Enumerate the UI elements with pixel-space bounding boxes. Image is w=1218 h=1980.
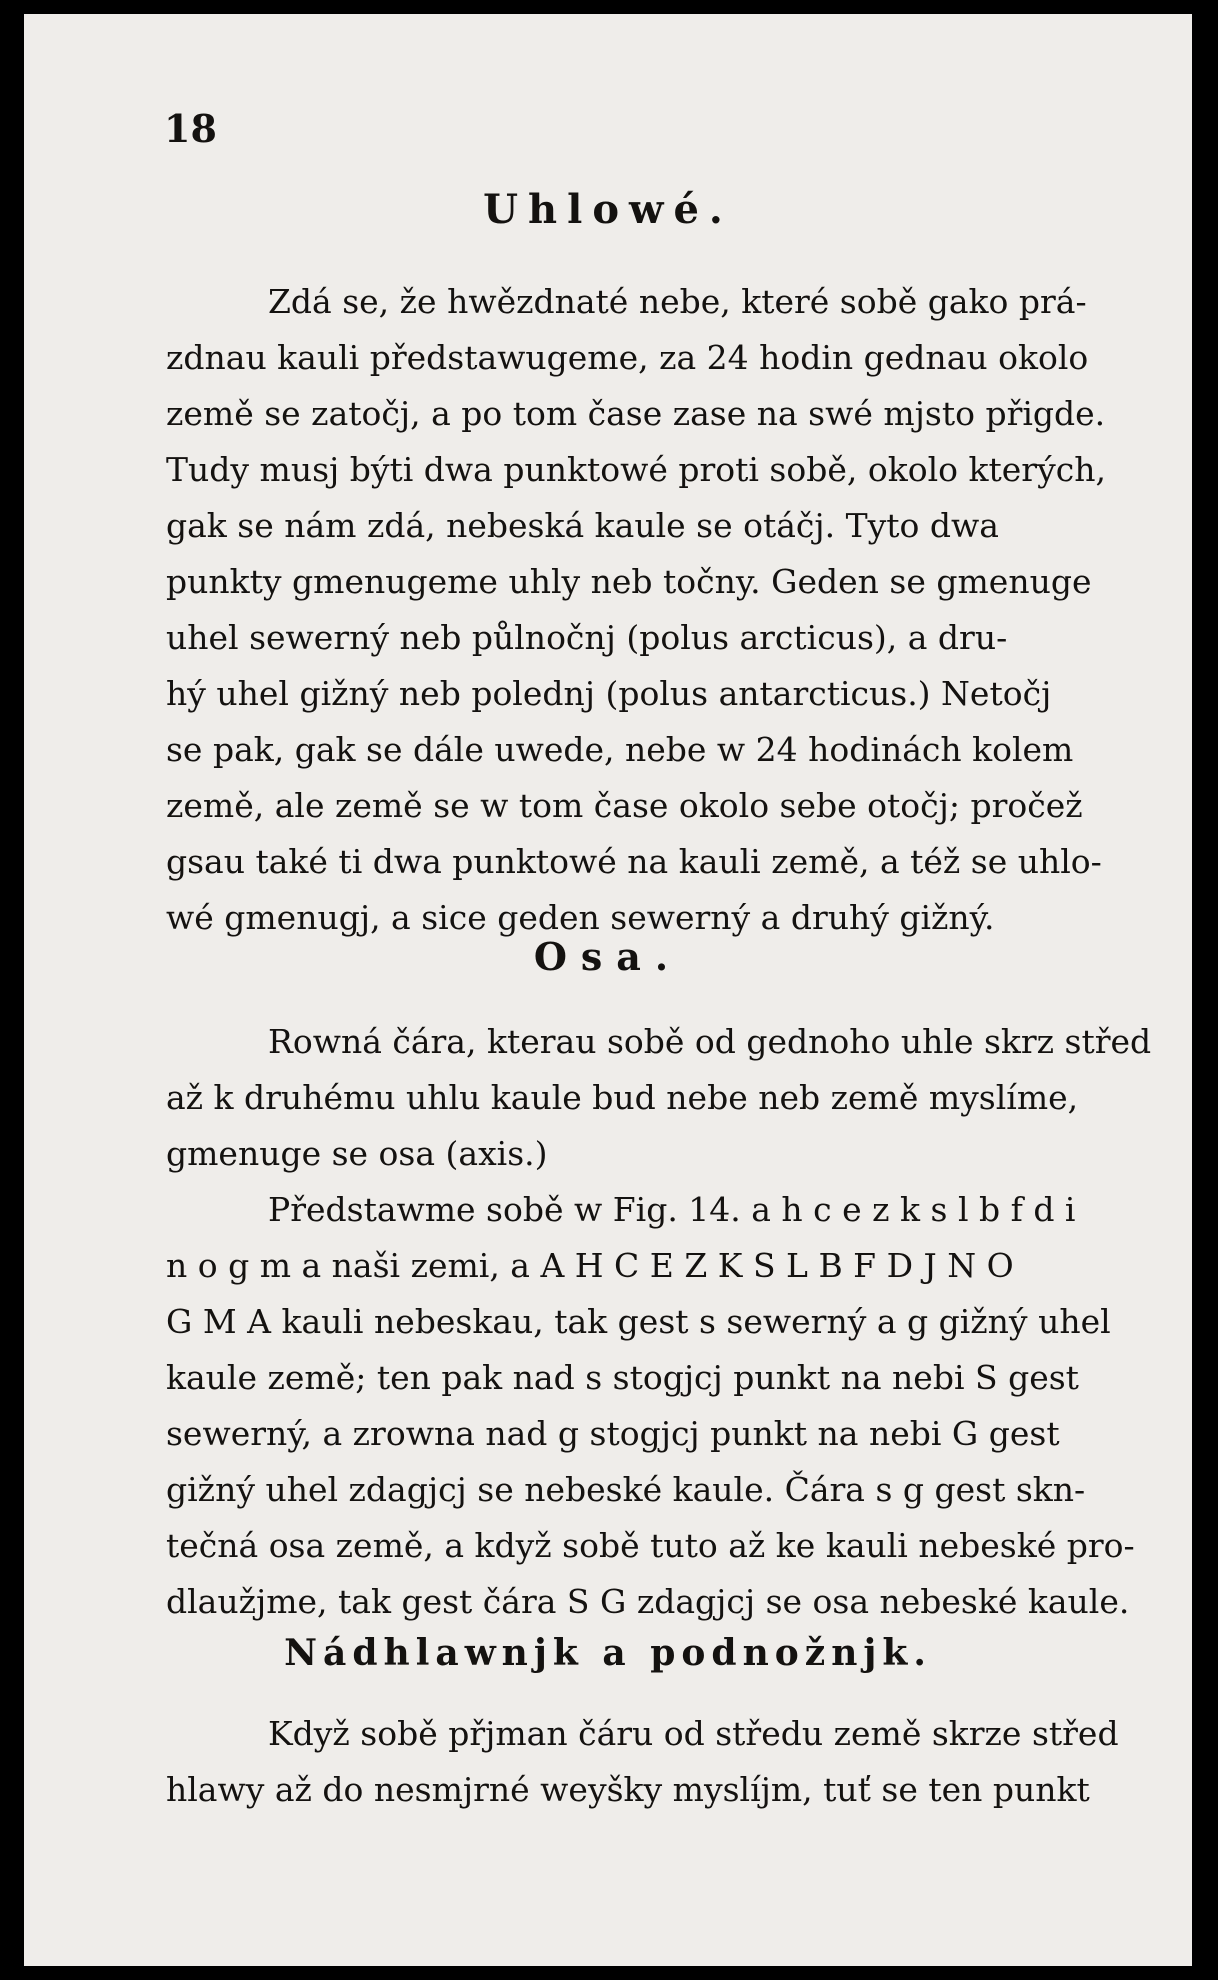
section-heading-nadhlawnjk: Nádhlawnjk a podnožnjk. — [284, 1632, 932, 1674]
text-line: hlawy až do nesmjrné weyšky myslíjm, tuť se ten punkt — [166, 1770, 1090, 1809]
text-line: Tudy musj býti dwa punktowé proti sobě, okolo kterých, — [166, 450, 1106, 489]
section-heading-osa: Osa. — [533, 934, 683, 979]
text-line: kaule země; ten pak nad s stogjcj punkt na nebi S gest — [166, 1358, 1079, 1397]
text-line: n o g m a naši zemi, a A H C E Z K S L B F D J N O — [166, 1246, 1014, 1285]
text-line: Rowná čára, kterau sobě od gednoho uhle skrz střed — [268, 1022, 1152, 1061]
text-line: Když sobě přjman čáru od středu země skrze střed — [268, 1714, 1119, 1753]
text-line: gak se nám zdá, nebeská kaule se otáčj. Tyto dwa — [166, 506, 999, 545]
text-line: G M A kauli nebeskau, tak gest s sewerný a g gižný uhel — [166, 1302, 1111, 1341]
text-line: gsau také ti dwa punktowé na kauli země, a též se uhlo- — [166, 842, 1102, 881]
text-line: tečná osa země, a když sobě tuto až ke kauli nebeské pro- — [166, 1526, 1135, 1565]
text-line: až k druhému uhlu kaule bud nebe neb země myslíme, — [166, 1078, 1079, 1117]
text-line: země se zatočj, a po tom čase zase na swé mjsto přigde. — [166, 394, 1106, 433]
text-line: dlaužjme, tak gest čára S G zdagjcj se osa nebeské kaule. — [166, 1582, 1130, 1621]
text-line: uhel sewerný neb půlnočnj (polus arcticus), a dru- — [166, 618, 1008, 657]
text-line: hý uhel gižný neb polednj (polus antarcticus.) Netočj — [166, 674, 1052, 713]
text-line: Zdá se, že hwězdnaté nebe, které sobě gako prá- — [268, 282, 1087, 321]
text-line: wé gmenugj, a sice geden sewerný a druhý gižný. — [166, 898, 995, 937]
text-line: zdnau kauli předstawugeme, za 24 hodin gednau okolo — [166, 338, 1089, 377]
page-number: 18 — [164, 106, 217, 151]
text-line: gmenuge se osa (axis.) — [166, 1134, 548, 1173]
book-page — [24, 14, 1192, 1966]
text-line: se pak, gak se dále uwede, nebe w 24 hodinách kolem — [166, 730, 1074, 769]
text-line: gižný uhel zdagjcj se nebeské kaule. Čára s g gest skn- — [166, 1470, 1086, 1509]
text-line: sewerný, a zrowna nad g stogjcj punkt na nebi G gest — [166, 1414, 1060, 1453]
text-line: punkty gmenugeme uhly neb točny. Geden se gmenuge — [166, 562, 1092, 601]
text-line: země, ale země se w tom čase okolo sebe otočj; pročež — [166, 786, 1083, 825]
section-heading-uhlowe: Uhlowé. — [483, 186, 733, 233]
text-line: Předstawme sobě w Fig. 14. a h c e z k s l b f d i — [268, 1190, 1076, 1229]
